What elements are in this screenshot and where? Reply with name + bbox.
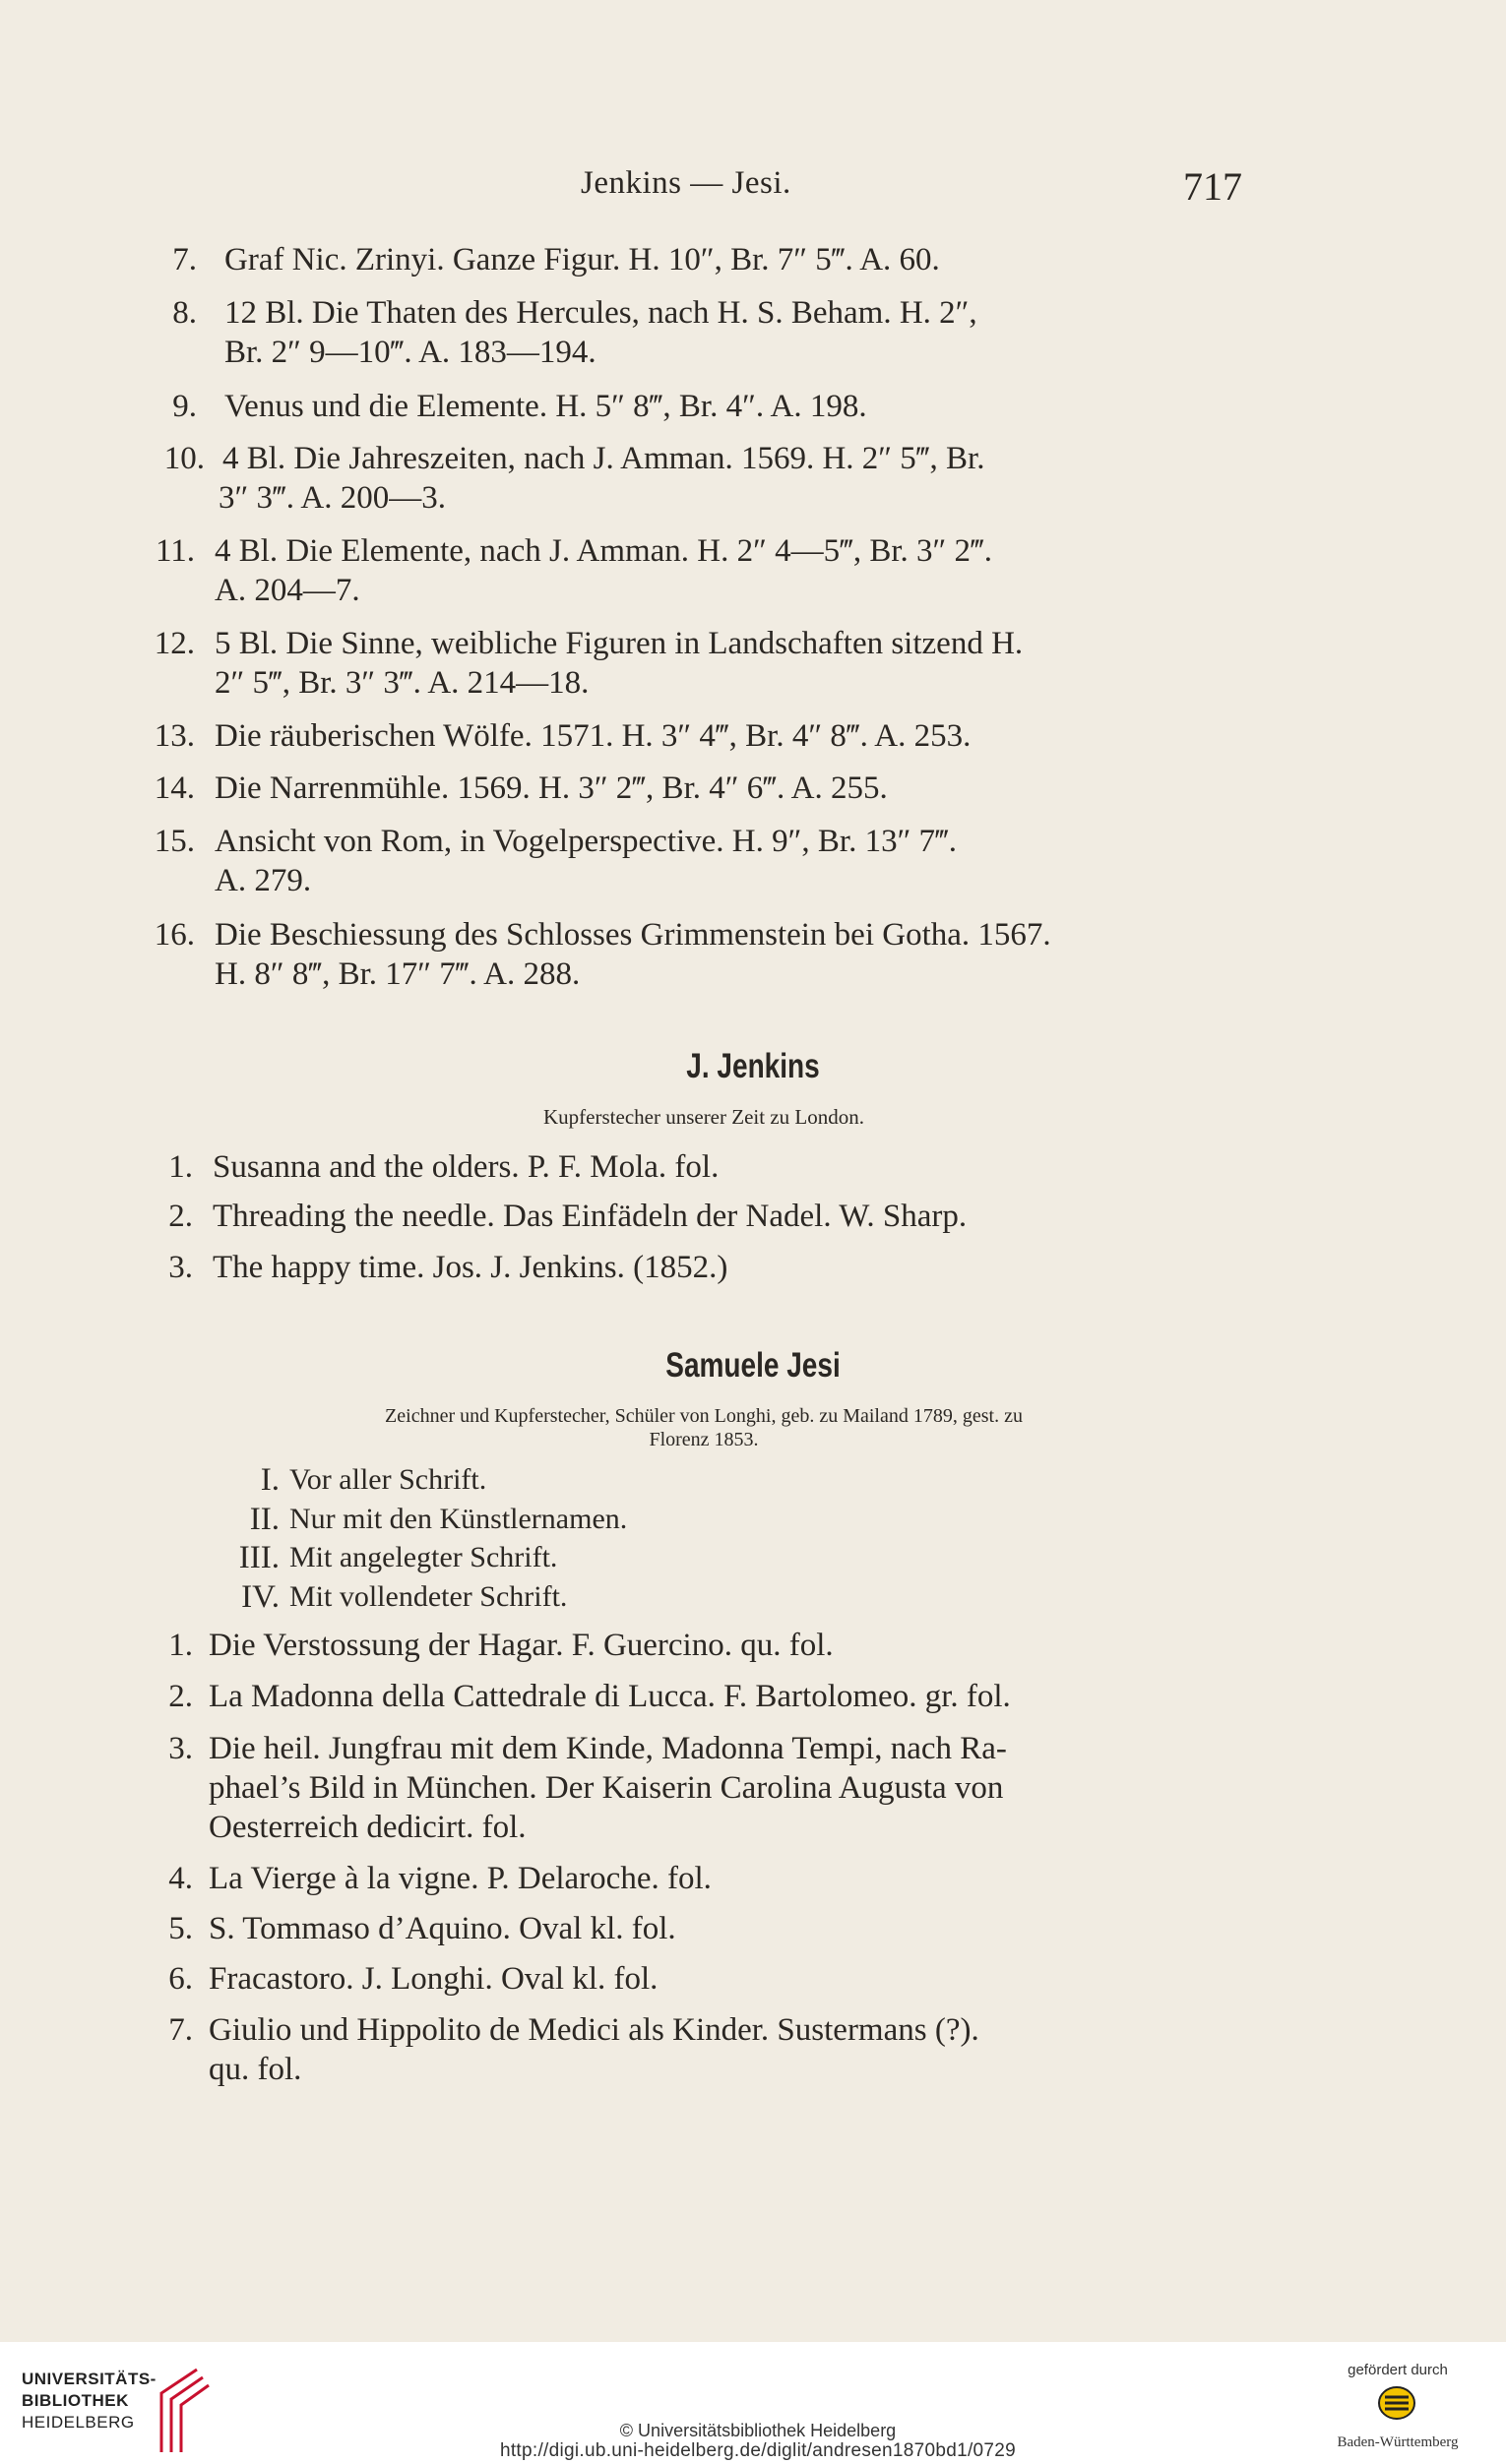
entry-number: 8.: [172, 295, 197, 331]
entry-number: 6.: [168, 1961, 193, 1997]
jesi-heading: Samuele Jesi: [665, 1346, 841, 1385]
entry-text-continued: H. 8″ 8‴, Br. 17″ 7‴. A. 288.: [215, 956, 581, 992]
entry-number: 10.: [163, 441, 205, 476]
state-number: II.: [249, 1502, 280, 1537]
entry-text: La Madonna della Cattedrale di Lucca. F. Bartolomeo. gr. fol.: [209, 1679, 1011, 1714]
entry-11: [0, 531, 1506, 608]
university-library-logo[interactable]: [22, 2366, 219, 2454]
entry-text-continued: Br. 2″ 9—10‴. A. 183—194.: [224, 335, 596, 370]
entry-8: [0, 293, 1506, 370]
entry-number: 16.: [154, 917, 195, 953]
entry-number: 3.: [168, 1250, 193, 1285]
entry-number: 9.: [172, 389, 197, 424]
copyright-notice: © Universitätsbibliothek Heidelberg: [619, 2421, 897, 2440]
university-library-logo-icon: [152, 2364, 215, 2454]
logo-line-1: UNIVERSITÄTS-: [22, 2370, 157, 2388]
entry-number: 2.: [168, 1199, 193, 1234]
entry-text-continued: phael’s Bild in München. Der Kaiserin Carolina Augusta von: [209, 1770, 1004, 1806]
jenkins-heading: J. Jenkins: [686, 1047, 820, 1085]
entry-number: 11.: [155, 533, 195, 569]
entry-text: Die heil. Jungfrau mit dem Kinde, Madonna Tempi, nach Ra-: [209, 1731, 1007, 1766]
entry-text: Susanna and the olders. P. F. Mola. fol.: [213, 1149, 720, 1185]
entry-text: 4 Bl. Die Jahreszeiten, nach J. Amman. 1569. H. 2″ 5‴, Br.: [222, 441, 985, 476]
entry-16: [0, 915, 1506, 992]
entry-text-continued: 2″ 5‴, Br. 3″ 3‴. A. 214—18.: [215, 665, 590, 701]
entry-number: 3.: [168, 1731, 193, 1766]
jesi-subtitle-line-2: Florenz 1853.: [649, 1429, 759, 1450]
entry-15: [0, 822, 1506, 898]
entry-text: 5 Bl. Die Sinne, weibliche Figuren in Landschaften sitzend H.: [215, 626, 1024, 661]
entry-text: 12 Bl. Die Thaten des Hercules, nach H. S. Beham. H. 2″,: [224, 295, 977, 331]
funded-by-label: gefördert durch: [1348, 2362, 1448, 2378]
jesi-entry-3: [0, 1729, 1506, 1845]
entry-text: Ansicht von Rom, in Vogelperspective. H. 9″, Br. 13″ 7‴.: [215, 824, 958, 859]
logo-line-3: HEIDELBERG: [22, 2413, 135, 2432]
entry-number: 4.: [168, 1861, 193, 1896]
entry-number: 7.: [172, 242, 197, 277]
entry-text: The happy time. Jos. J. Jenkins. (1852.): [213, 1250, 728, 1285]
state-text: Mit vollendeter Schrift.: [289, 1580, 568, 1613]
entry-text: Threading the needle. Das Einfädeln der Nadel. W. Sharp.: [213, 1199, 968, 1234]
entry-number: 7.: [168, 2012, 193, 2048]
page-number: 717: [1183, 164, 1242, 209]
entry-number: 14.: [154, 770, 195, 806]
entry-number: 13.: [154, 718, 195, 754]
entry-text-continued: A. 279.: [215, 863, 312, 898]
state-number: III.: [238, 1540, 280, 1575]
entry-text-continued: 3″ 3‴. A. 200—3.: [219, 480, 446, 516]
entry-text: Graf Nic. Zrinyi. Ganze Figur. H. 10″, Br. 7″ 5‴. A. 60.: [224, 242, 940, 277]
entry-text: 4 Bl. Die Elemente, nach J. Amman. H. 2″ 4—5‴, Br. 3″ 2‴.: [215, 533, 993, 569]
entry-text: Giulio und Hippolito de Medici als Kinder. Sustermans (?).: [209, 2012, 979, 2048]
jenkins-subtitle: Kupferstecher unserer Zeit zu London.: [543, 1105, 864, 1129]
state-text: Vor aller Schrift.: [289, 1463, 487, 1496]
funder-name[interactable]: Baden-Württemberg: [1337, 2434, 1459, 2450]
entry-text-continued: Oesterreich dedicirt. fol.: [209, 1810, 527, 1845]
baden-wuerttemberg-crest-icon: [1377, 2385, 1416, 2421]
library-footer: [0, 2342, 1506, 2464]
entry-number: 15.: [154, 824, 195, 859]
source-url[interactable]: http://digi.ub.uni-heidelberg.de/diglit/andresen1870bd1/0729: [499, 2440, 1016, 2461]
entry-number: 2.: [168, 1679, 193, 1714]
entry-number: 5.: [168, 1911, 193, 1946]
entry-text: La Vierge à la vigne. P. Delaroche. fol.: [209, 1861, 712, 1896]
running-head: [0, 165, 1506, 215]
jesi-subtitle-line-1: Zeichner und Kupferstecher, Schüler von Longhi, geb. zu Mailand 1789, gest. zu: [385, 1405, 1023, 1427]
entry-number: 1.: [168, 1628, 193, 1663]
entry-text: Die räuberischen Wölfe. 1571. H. 3″ 4‴, Br. 4″ 8‴. A. 253.: [215, 718, 972, 754]
entry-number: 12.: [154, 626, 195, 661]
entry-text-continued: A. 204—7.: [215, 573, 360, 608]
logo-line-2: BIBLIOTHEK: [22, 2391, 129, 2410]
state-text: Mit angelegter Schrift.: [289, 1541, 558, 1573]
entry-text: S. Tommaso d’Aquino. Oval kl. fol.: [209, 1911, 676, 1946]
entry-text: Venus und die Elemente. H. 5″ 8‴, Br. 4″. A. 198.: [224, 389, 867, 424]
entry-number: 1.: [168, 1149, 193, 1185]
entry-text: Die Narrenmühle. 1569. H. 3″ 2‴, Br. 4″ 6‴. A. 255.: [215, 770, 888, 806]
jesi-entry-7: [0, 2010, 1506, 2087]
state-number: I.: [260, 1462, 280, 1498]
entry-10: [0, 439, 1506, 516]
entry-text: Die Beschiessung des Schlosses Grimmenstein bei Gotha. 1567.: [215, 917, 1051, 953]
state-number: IV.: [241, 1579, 280, 1615]
state-text: Nur mit den Künstlernamen.: [289, 1503, 628, 1535]
entry-text: Die Verstossung der Hagar. F. Guercino. qu. fol.: [209, 1628, 834, 1663]
entry-12: [0, 624, 1506, 701]
running-title: Jenkins — Jesi.: [581, 165, 791, 201]
entry-text-continued: qu. fol.: [209, 2052, 302, 2087]
entry-text: Fracastoro. J. Longhi. Oval kl. fol.: [209, 1961, 659, 1997]
